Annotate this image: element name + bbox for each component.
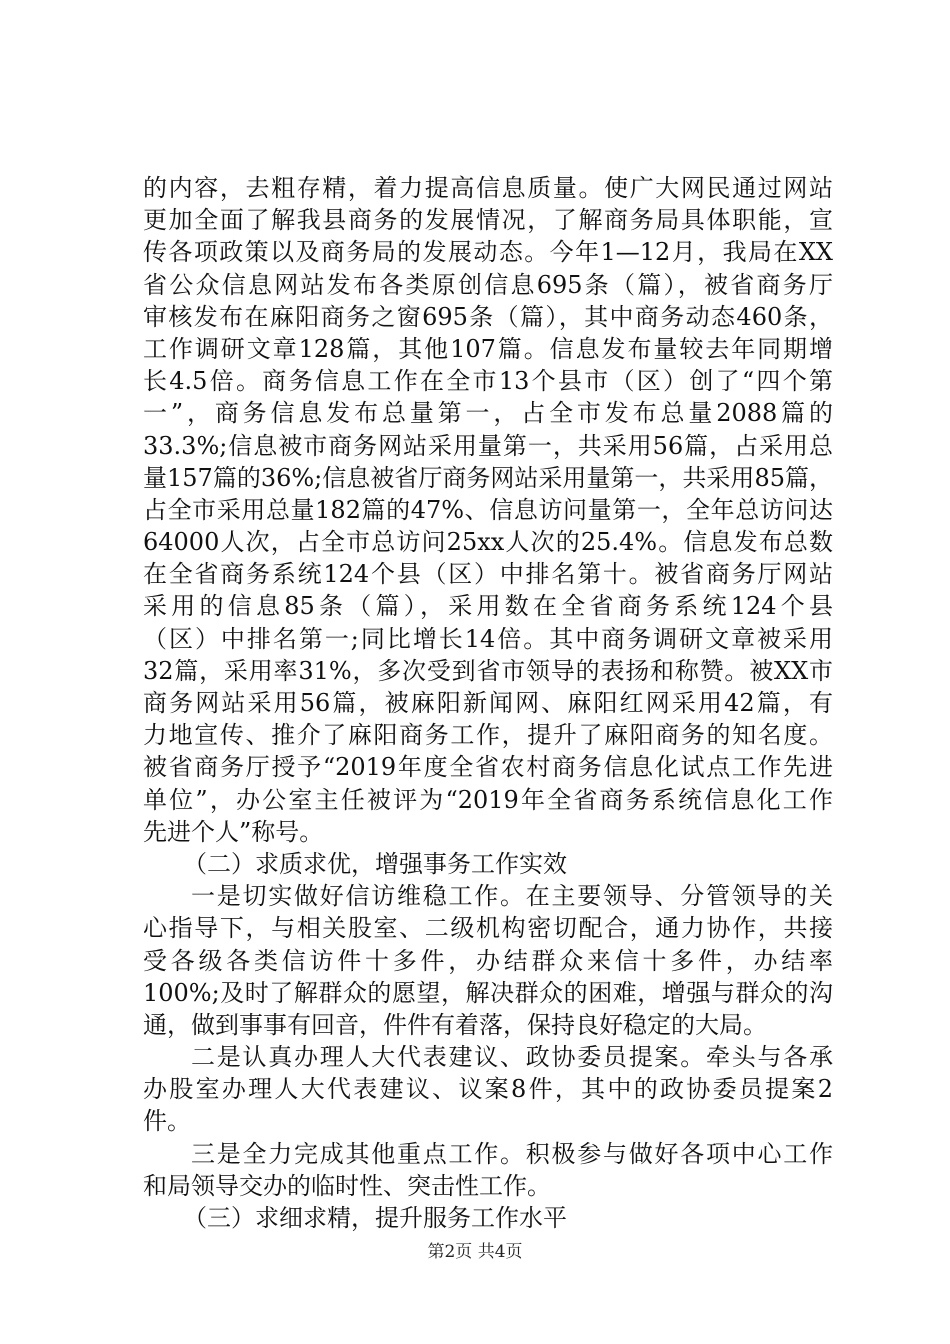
section-heading: （二）求质求优，增强事务工作实效: [183, 849, 567, 878]
body-line: 审核发布在麻阳商务之窗695条（篇），其中商务动态460条，: [143, 302, 833, 331]
body-line: 办股室办理人大代表建议、议案8件，其中的政协委员提案2: [143, 1075, 833, 1104]
page-footer: 第2页 共4页: [427, 1242, 523, 1262]
body-line: 力地宣传、推介了麻阳商务工作，提升了麻阳商务的知名度。: [143, 721, 833, 750]
body-line: 的内容，去粗存精，着力提高信息质量。使广大网民通过网站: [143, 174, 833, 202]
body-line: 在全省商务系统124个县（区）中排名第十。被省商务厅网站: [143, 560, 833, 589]
body-line: 一”，商务信息发布总量第一，占全市发布总量2088篇的: [143, 399, 833, 428]
body-line: 通，做到事事有回音，件件有着落，保持良好稳定的大局。: [143, 1010, 767, 1039]
body-line: 二是认真办理人大代表建议、政协委员提案。牵头与各承: [191, 1043, 833, 1072]
body-line: （区）中排名第一;同比增长14倍。其中商务调研文章被采用: [143, 624, 833, 653]
body-line: 采用的信息85条（篇），采用数在全省商务系统124个县: [143, 592, 833, 621]
body-line: 传各项政策以及商务局的发展动态。今年1—12月，我局在XX: [143, 238, 833, 267]
body-line: 工作调研文章128篇，其他107篇。信息发布量较去年同期增: [143, 334, 833, 363]
body-line: 省公众信息网站发布各类原创信息695条（篇），被省商务厅: [143, 270, 833, 299]
body-line: 占全市采用总量182篇的47%、信息访问量第一，全年总访问达: [143, 495, 833, 524]
body-line: 件。: [143, 1107, 191, 1136]
body-line: 和局领导交办的临时性、突击性工作。: [143, 1171, 551, 1200]
body-line: 长4.5倍。商务信息工作在全市13个县市（区）创了“四个第: [143, 367, 833, 396]
body-line: 单位”，办公室主任被评为“2019年全省商务系统信息化工作: [143, 785, 833, 814]
body-line: 商务网站采用56篇，被麻阳新闻网、麻阳红网采用42篇，有: [143, 689, 833, 717]
body-line: 33.3%;信息被市商务网站采用量第一，共采用56篇，占采用总: [143, 431, 833, 460]
body-line: 被省商务厅授予“2019年度全省农村商务信息化试点工作先进: [143, 753, 833, 782]
body-line: 三是全力完成其他重点工作。积极参与做好各项中心工作: [191, 1139, 833, 1168]
document-body: [143, 172, 833, 1234]
section-heading: （三）求细求精，提升服务工作水平: [183, 1204, 567, 1232]
body-line: 32篇，采用率31%，多次受到省市领导的表扬和称赞。被XX市: [143, 656, 833, 685]
body-line: 64000人次，占全市总访问25xx人次的25.4%。信息发布总数: [143, 528, 833, 557]
body-line: 心指导下，与相关股室、二级机构密切配合，通力协作，共接: [143, 914, 833, 943]
body-line: 更加全面了解我县商务的发展情况，了解商务局具体职能，宣: [143, 206, 833, 235]
body-line: 一是切实做好信访维稳工作。在主要领导、分管领导的关: [191, 882, 833, 911]
body-line: 量157篇的36%;信息被省厅商务网站采用量第一，共采用85篇，: [143, 463, 833, 492]
body-line: 受各级各类信访件十多件，办结群众来信十多件，办结率: [143, 946, 833, 975]
body-line: 100%;及时了解群众的愿望，解决群众的困难，增强与群众的沟: [143, 978, 833, 1007]
body-line: 先进个人”称号。: [143, 817, 324, 846]
